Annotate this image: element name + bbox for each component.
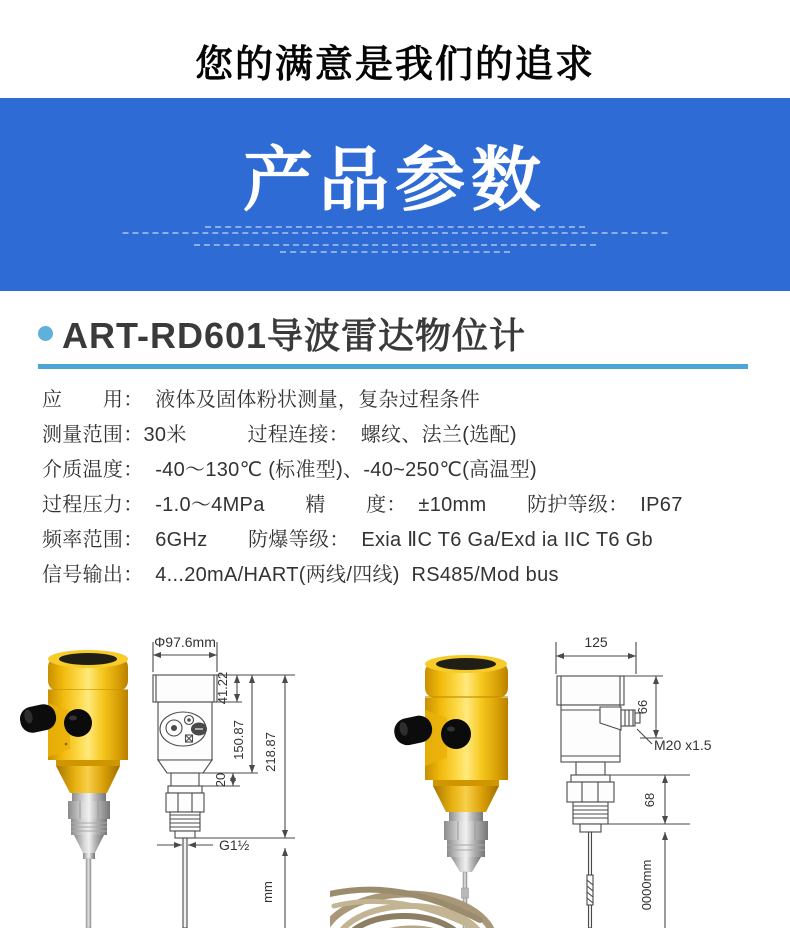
dim-label-lid-height: 41.22 xyxy=(215,671,230,705)
rod-device-illustration xyxy=(20,650,128,928)
spec-row-frequency: 频率范围： 6GHz 防爆等级： Exia ⅡC T6 Ga/Exd ia IIC T6 Gb xyxy=(42,529,653,551)
bullet-icon xyxy=(38,326,53,341)
figures-section xyxy=(0,600,790,928)
gland-label: M20 x1.5 xyxy=(654,737,712,753)
rod-version-drawing xyxy=(145,630,340,928)
dim-label-top-height: 66 xyxy=(635,699,650,715)
dim-label-neck-height: 20 xyxy=(213,772,228,788)
banner xyxy=(0,98,790,291)
spec-row-pressure: 过程压力： -1.0～4MPa 精 度： ±10mm 防护等级： IP67 xyxy=(42,494,683,516)
thread-label: G1½ xyxy=(219,837,250,853)
dim-label-width: 125 xyxy=(584,634,608,650)
rod-version-photo xyxy=(20,645,150,928)
spec-row-temperature: 介质温度： -40～130℃ (标准型)、-40~250℃(高温型) xyxy=(42,459,537,481)
cable-coil xyxy=(330,890,494,928)
spec-row-application: 应 用： 液体及固体粉状测量，复杂过程条件 xyxy=(42,389,481,411)
product-title: ART-RD601导波雷达物位计 xyxy=(62,314,527,356)
tagline-text: 您的满意是我们的追求 xyxy=(194,43,595,86)
product-title-row xyxy=(38,308,790,358)
banner-title: 产品参数 xyxy=(243,141,547,219)
dashed-divider xyxy=(194,244,596,246)
dim-label-probe-partial: mm xyxy=(260,881,275,903)
cable-version-drawing xyxy=(490,630,720,928)
dim-label-total-height: 218.87 xyxy=(263,732,278,772)
dashed-divider xyxy=(280,251,510,253)
title-underline xyxy=(38,364,748,369)
dim-label-housing-height: 150.87 xyxy=(231,720,246,760)
spec-row-range: 测量范围：30米 过程连接： 螺纹、法兰(选配) xyxy=(42,424,517,446)
dim-label-thread-height: 68 xyxy=(642,792,657,808)
top-band xyxy=(0,0,790,98)
dim-label-probe-partial: 0000mm xyxy=(639,859,654,911)
cable-device-illustration xyxy=(330,655,508,928)
spec-list xyxy=(42,383,790,593)
dashed-divider xyxy=(205,226,585,228)
spec-row-output: 信号输出： 4...20mA/HART(两线/四线) RS485/Mod bus xyxy=(42,564,559,586)
dashed-divider xyxy=(123,232,668,234)
dim-label-diameter: Φ97.6mm xyxy=(154,634,216,650)
